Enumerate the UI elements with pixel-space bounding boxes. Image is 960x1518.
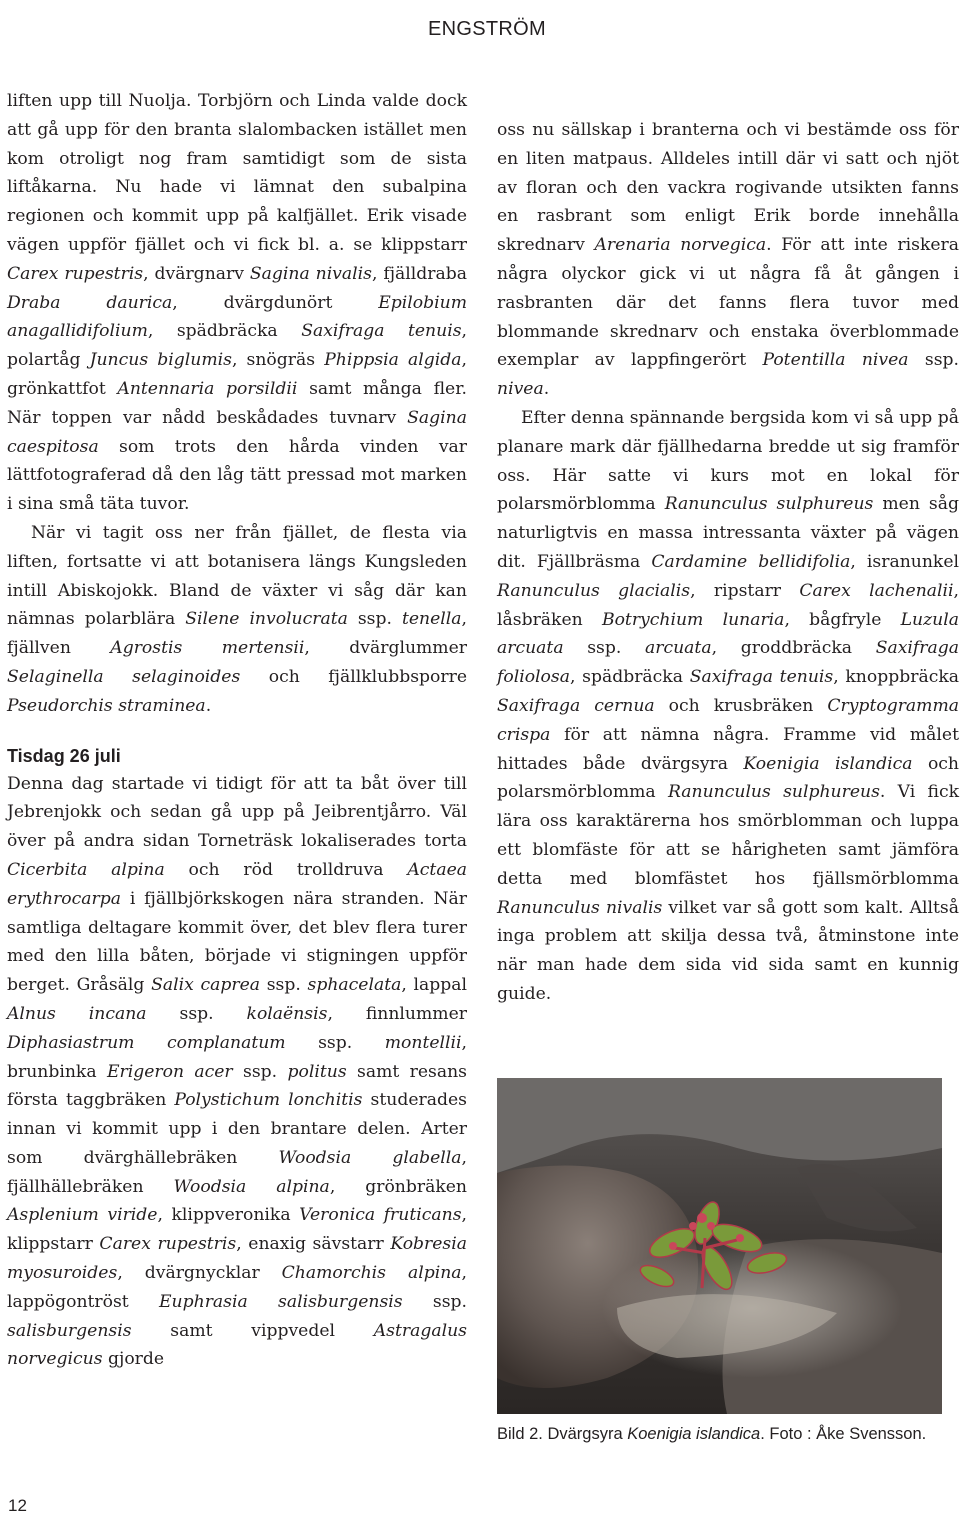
species-name: Ranunculus sulphureus [667,782,880,803]
species-name: Epilobium anagallidifolium [7,292,467,342]
paragraph [497,404,959,1009]
text-run: för att nämna några. Framme vid målet hittades både dvärgsyra [497,724,959,774]
species-name: arcuata [645,638,712,659]
text-run: , ripstarr [690,580,800,601]
text-run: , dvärgnarv [143,263,250,284]
text-run: , finnlummer [327,1003,467,1024]
species-name: Diphasiastrum complanatum [7,1032,286,1053]
species-name: Pseudorchis straminea [7,695,206,716]
text-run: , fjälldraba [371,263,468,284]
species-name: Cicerbita alpina [7,859,165,880]
species-name: Polystichum lonchitis [174,1090,363,1111]
text-run: , spädbräcka [147,321,302,342]
species-name: Antennaria porsildii [117,378,298,399]
species-name: Alnus incana [7,1003,147,1024]
text-run: gjorde [102,1349,165,1370]
text-run: . Vi fick lära oss karaktärerna hos smörblomman och luppa ett blomfäste för att se hårigheten samt jämföra detta med blomfästet hos fjällsmörblomma [497,782,959,889]
text-run: ssp. [285,1032,385,1053]
text-run: samt vippvedel [131,1320,374,1341]
plant-photo [497,1078,942,1414]
text-run: och röd trolldruva [164,859,408,880]
text-run: Efter denna spännande bergsida kom vi så upp på planare mark där fjällhedarna bredde ut sig framför oss. Här satte vi kurs mot en lokal för polarsmörblomma [497,407,959,515]
species-name: Carex lachenalii [799,580,954,601]
species-name: Ranunculus nivalis [497,897,663,918]
species-name: Potentilla nivea [762,350,909,371]
species-name: Saxifraga foliolosa [497,638,959,688]
text-run: , polartåg [7,321,467,371]
text-run: Denna dag startade vi tidigt för att ta båt över till Jebrenjokk och sedan gå upp på Jeibrentjårro. Väl över på andra sidan Torneträsk lokaliserades torta [7,773,467,852]
text-run: , fjällven [7,609,467,659]
text-run: , lappögontröst [7,1263,467,1312]
text-run: , snögräs [231,350,325,371]
text-run: och fjällklubbsporre [240,666,467,687]
species-name: Cardamine bellidifolia [651,551,851,572]
species-name: Phippsia algida [324,350,462,371]
species-name: Carex rupestris [7,263,144,284]
text-run: , dvärgnycklar [117,1263,282,1284]
text-run: samt resans första taggbräken [7,1061,467,1111]
text-run: , isranunkel [850,551,960,572]
text-run: samt många fler. När toppen var nådd beskådades tuvnarv [7,378,467,428]
species-name: Astragalus norvegicus [7,1320,467,1370]
species-name: montellii [384,1032,462,1053]
paragraph [7,519,467,721]
species-name: Selaginella selaginoides [7,666,241,687]
text-run: . För att inte riskera några olyckor gick vi ut några få åt gången i rasbranten där det fanns flera tuvor med blommande skrednarv och enstaka överblommade exemplar av lappfingerört [497,235,959,371]
text-run: , brunbinka [7,1032,467,1082]
text-run: . [205,695,212,716]
species-name: Silene involucrata [185,609,348,630]
text-run: Bild 2. Dvärgsyra [497,1425,628,1443]
text-run: ssp. [146,1003,247,1024]
section-heading: Tisdag 26 juli [7,745,121,766]
text-run: , groddbräcka [711,638,876,659]
text-run: och polarsmörblomma [497,753,959,803]
paragraph [497,116,959,404]
text-run: ssp. [232,1061,288,1082]
figure-caption [497,1423,937,1445]
text-run: , fjällhällebräken [7,1147,467,1197]
species-name: Agrostis mertensii [110,638,305,659]
species-name: Juncus biglumis [89,350,232,371]
species-name: Sagina nivalis [249,263,372,284]
species-name: Botrychium lunaria [601,609,785,630]
text-run: När vi tagit oss ner från fjället, de flesta via liften, fortsatte vi att botanisera längs Kungsleden intill Abiskojokk. Bland de växter vi såg där kan nämnas polarblära [7,522,467,630]
species-name: Carex rupestris [99,1234,237,1255]
text-run: ssp. [402,1291,467,1312]
left-column [7,87,467,1374]
text-run: , spädbräcka [569,667,690,688]
species-name: Asplenium viride [7,1205,158,1226]
species-name: Sagina caespitosa [7,407,467,457]
text-run: . [543,379,550,400]
text-run: , lappal [401,975,468,996]
species-name: Actaea erythrocarpa [7,859,467,909]
species-name: Woodsia glabella [278,1147,462,1168]
text-run: , dvärgdunört [172,292,379,313]
text-run: i fjällbjörkskogen nära stranden. När samtliga deltagare kommit över, det blev flera turer med den lilla båten, började vi stigningen uppför berget. Gråsälg [7,888,467,996]
species-name: nivea [497,379,544,400]
text-run: ssp. [260,975,308,996]
paragraph [7,770,467,1375]
species-name: Kobresia myosuroides [7,1234,467,1284]
species-name: Salix caprea [151,975,261,996]
text-run: , grönkattfot [7,350,467,399]
text-run: , bågfryle [784,609,901,630]
text-run: . Foto : Åke Svensson. [760,1425,927,1443]
running-header: ENGSTRÖM [428,18,546,40]
species-name: Ranunculus sulphureus [664,494,874,515]
text-run: , enaxig sävstarr [236,1234,391,1255]
species-name: Saxifraga cernua [497,695,655,716]
species-name: tenella [401,609,462,630]
species-name: Euphrasia salisburgensis [159,1291,403,1312]
species-name: Chamorchis alpina [281,1263,462,1284]
species-name: Luzula arcuata [497,609,959,659]
text-run: studerades innan vi kommit upp i den brantare delen. Arter som dvärghällebräken [7,1090,467,1168]
species-name: politus [287,1061,347,1082]
text-run: som trots den hårda vinden var lättfotograferad då den låg tätt pressad mot marken i sina små täta tuvor. [7,436,467,515]
species-name: Erigeron acer [106,1061,233,1082]
species-name: Ranunculus glacialis [497,580,691,601]
species-name: Arenaria norvegica [594,235,767,256]
text-run: och krusbräken [654,695,828,716]
species-name: Woodsia alpina [173,1176,330,1197]
text-run: ssp. [908,350,959,371]
species-name: sphacelata [307,975,402,996]
text-run: ssp. [563,638,646,659]
text-run: , klippveronika [157,1205,300,1226]
species-name: Koenigia islandica [627,1425,761,1443]
text-run: men såg naturligtvis en massa intressanta växter på vägen dit. Fjällbräsma [497,494,959,572]
text-run: liften upp till Nuolja. Torbjörn och Linda valde dock att gå upp för den branta slalombacken istället men kom otroligt nog fram samtidigt som de sista liftåkarna. Nu hade vi lämnat den subalpina regionen och kommit upp på kalfjället. Erik visade vägen uppför fjället och vi fick bl. a. se klippstarr [7,91,467,255]
species-name: salisburgensis [7,1320,132,1341]
text-run: , grönbräken [329,1176,468,1197]
text-run: , klippstarr [7,1205,467,1255]
species-name: Saxifraga tenuis [301,321,462,342]
text-run: ssp. [347,609,402,630]
species-name: Saxifraga tenuis [689,667,834,688]
species-name: kolaënsis [246,1003,328,1024]
species-name: Cryptogramma crispa [497,695,960,745]
text-run: vilket var så gott som kalt. Alltså inga problem att skilja dessa två, åtminstone inte när man hade dem sida vid sida samt en kunnig guide. [497,897,959,1004]
species-name: Koenigia islandica [743,753,913,774]
page-number: 12 [8,1496,27,1515]
text-run: oss nu sällskap i branterna och vi bestämde oss för en liten matpaus. Alldeles intill där vi satt och njöt av floran och den vackra rogivande utsikten fanns en rasbrant som enligt Erik borde innehålla skrednarv [497,120,959,256]
text-run: , låsbräken [497,580,959,630]
text-run: , knoppbräcka [833,667,959,688]
right-column [497,116,959,1009]
paragraph [7,87,467,519]
species-name: Draba daurica [7,292,173,313]
text-run: , dvärglummer [304,638,467,659]
koenigia-photo-illustration [497,1078,942,1414]
species-name: Veronica fruticans [299,1205,462,1226]
